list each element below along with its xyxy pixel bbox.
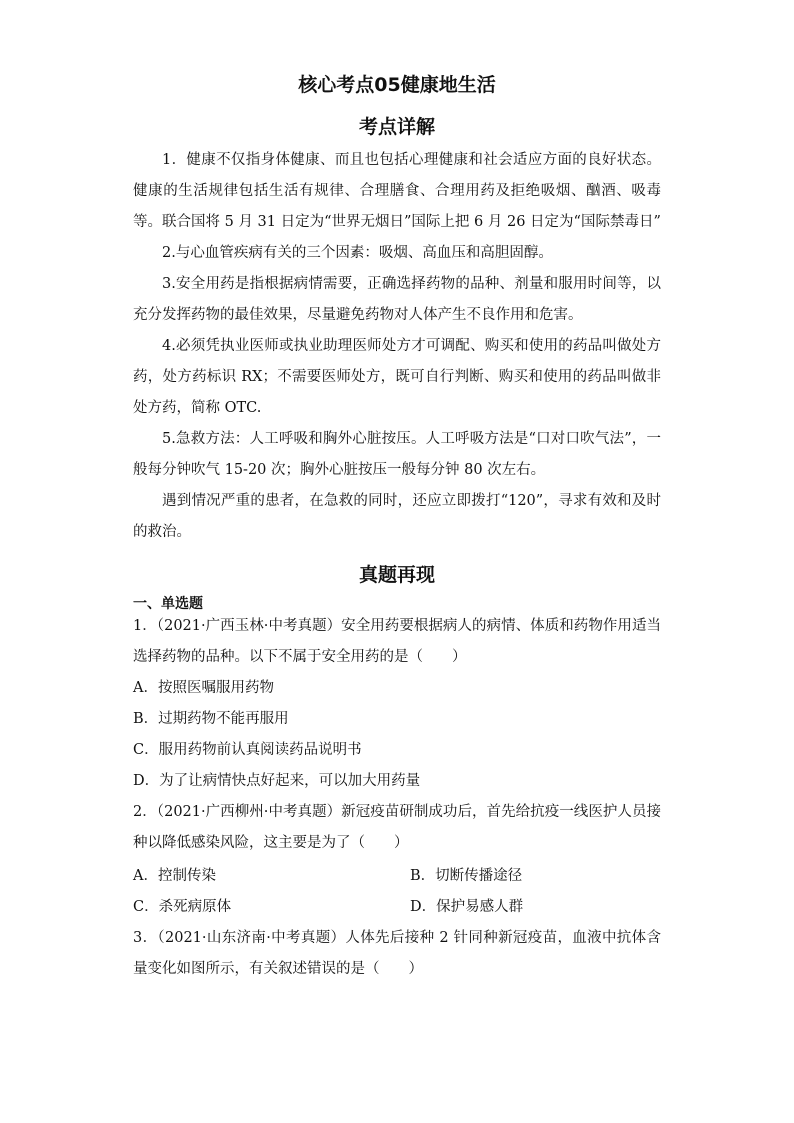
paragraph-3: 3.安全用药是指根据病情需要，正确选择药物的品种、剂量和服用时间等，以充分发挥药物的最佳效果，尽量避免药物对人体产生不良作用和危害。	[133, 276, 661, 323]
section-title-past-exams: 真题再现	[358, 564, 435, 586]
q2-option-c: C．杀死病原体	[133, 899, 232, 915]
section-subheading: 一、单选题	[133, 596, 203, 612]
question-3: 3．（2021·山东济南·中考真题）人体先后接种 2 针同种新冠疫苗，血液中抗体含量变化如图所示，有关叙述错误的是（ ）	[133, 930, 661, 977]
question-2: 2．（2021·广西柳州·中考真题）新冠疫苗研制成功后，首先给抗疫一线医护人员接种以降低感染风险，这主要是为了（ ）	[133, 804, 661, 851]
paragraph-5: 5.急救方法：人工呼吸和胸外心脏按压。人工呼吸方法是“口对口吹气法”，一般每分钟吹气 15-20 次；胸外心脏按压一般每分钟 80 次左右。	[133, 431, 661, 478]
q1-option-c: C．服用药物前认真阅读药品说明书	[133, 742, 362, 758]
paragraph-1: 1．健康不仅指身体健康、而且也包括心理健康和社会适应方面的良好状态。健康的生活规律包括生活有规律、合理膳食、合理用药及拒绝吸烟、酗酒、吸毒等。联合国将 5 月 31 日定为“世界无烟日”国际上把 6 月 26 日定为“国际禁毒日”	[133, 152, 661, 230]
q1-option-a: A．按照医嘱服用药物	[133, 680, 274, 696]
q2-option-d: D．保护易感人群	[410, 899, 524, 915]
q2-option-a: A．控制传染	[133, 868, 216, 884]
section-title-key-points: 考点详解	[358, 116, 435, 138]
paragraph-4: 4.必须凭执业医师或执业助理医师处方才可调配、购买和使用的药品叫做处方药，处方药标识 RX；不需要医师处方，既可自行判断、购买和使用的药品叫做非处方药，简称 OTC.	[133, 338, 661, 416]
paragraph-2: 2.与心血管疾病有关的三个因素：吸烟、高血压和高胆固醇。	[162, 245, 553, 261]
q2-option-b: B．切断传播途径	[410, 868, 523, 884]
paragraph-6: 遇到情况严重的患者，在急救的同时，还应立即拨打“120”，寻求有效和及时的救治。	[133, 493, 661, 540]
question-1: 1．（2021·广西玉林·中考真题）安全用药要根据病人的病情、体质和药物作用适当选择药物的品种。以下不属于安全用药的是（ ）	[133, 618, 661, 665]
q1-option-b: B．过期药物不能再服用	[133, 711, 289, 727]
document-title: 核心考点05健康地生活	[298, 74, 496, 96]
q1-option-d: D．为了让病情快点好起来，可以加大用药量	[133, 773, 421, 789]
